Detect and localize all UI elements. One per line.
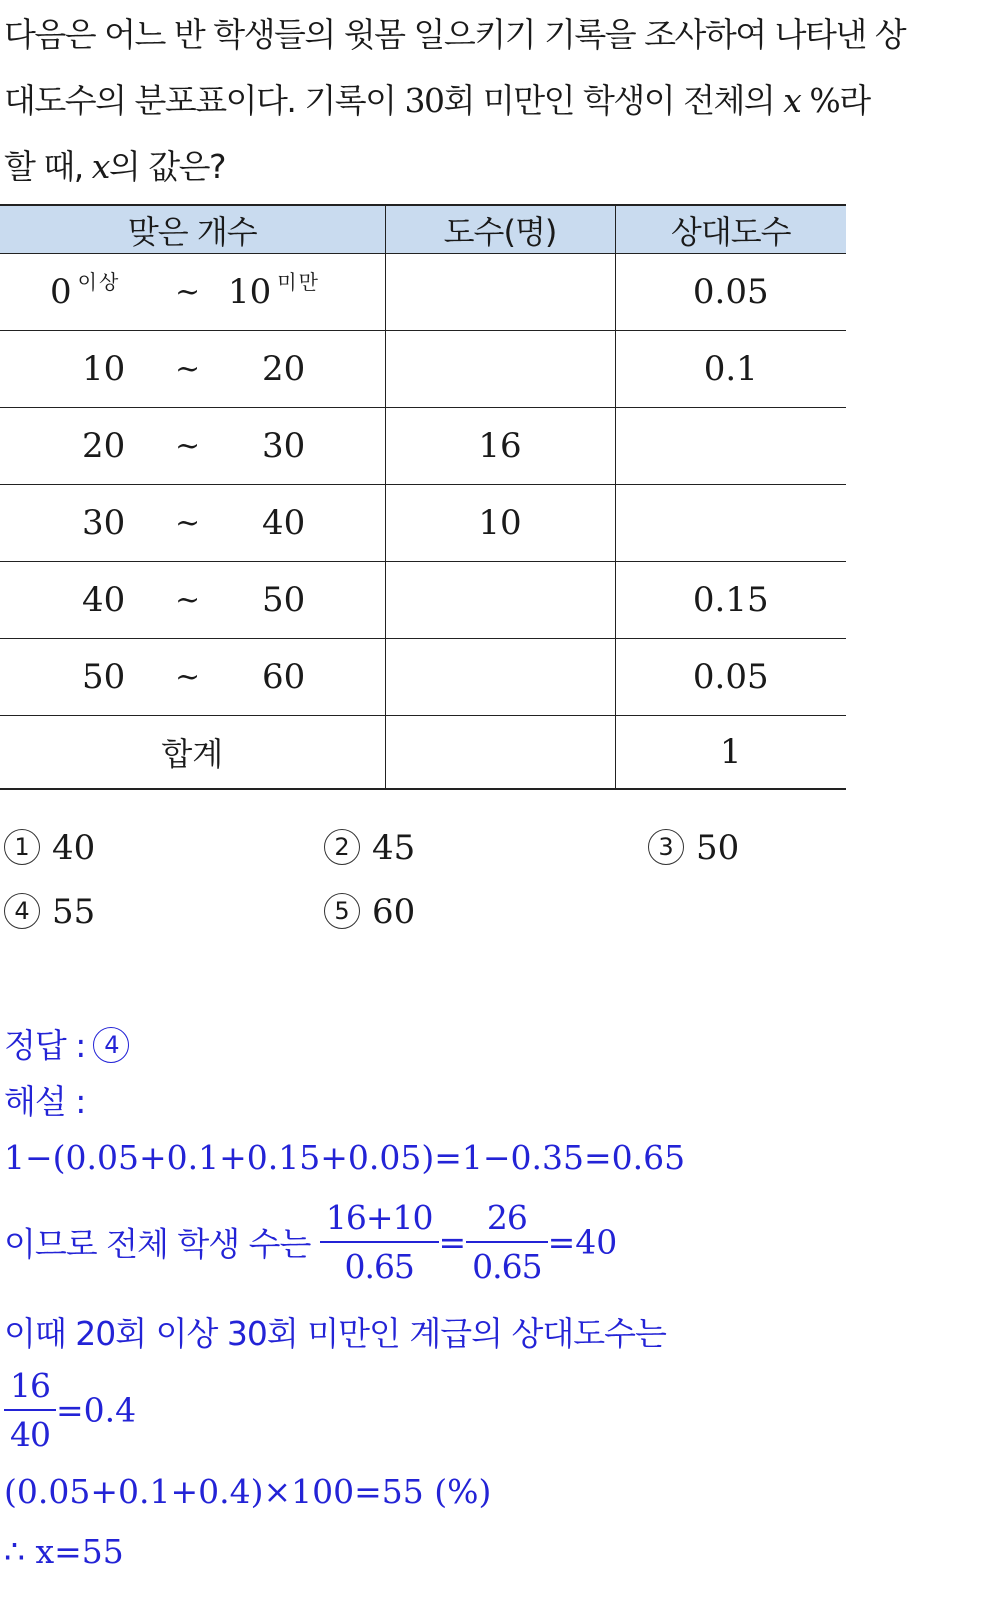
question-line-3-b: 의 값은?	[108, 147, 225, 186]
question-line-1: 다음은 어느 반 학생들의 윗몸 일으키기 기록을 조사하여 나타낸 상	[4, 15, 906, 54]
tilde: ~	[175, 274, 201, 310]
class-lower: 40	[82, 580, 126, 620]
class-interval	[0, 331, 385, 408]
fraction-3	[4, 1366, 56, 1454]
class-interval	[0, 485, 385, 562]
tilde: ~	[175, 505, 201, 541]
answer-line	[4, 1020, 129, 1067]
question-line-2-c: %라	[800, 81, 870, 120]
upper-sup-label: 미만	[277, 270, 320, 294]
class-lower: 50	[82, 657, 126, 697]
fraction-2	[466, 1198, 547, 1286]
solution-equation-1: 1−(0.05+0.1+0.15+0.05)=1−0.35=0.65	[4, 1138, 686, 1177]
choice-mark: 2	[324, 829, 360, 865]
table-row	[0, 331, 846, 408]
solution-line-3: 이때 20회 이상 30회 미만인 계급의 상대도수는	[4, 1314, 666, 1353]
solution-equation-5: (0.05+0.1+0.4)×100=55 (%)	[4, 1472, 492, 1511]
fraction-1	[320, 1198, 439, 1286]
table-header-row	[0, 205, 846, 254]
question-variable-x-2: x	[91, 147, 109, 186]
fraction-2-numerator: 26	[466, 1198, 547, 1243]
answer-label: 정답 :	[4, 1026, 86, 1065]
answer-mark: 4	[93, 1027, 129, 1063]
total-label: 합계	[0, 716, 385, 790]
choice-mark: 1	[4, 829, 40, 865]
relative-frequency-cell	[615, 485, 846, 562]
question-line-2-a: 대도수의 분포표이다. 기록이	[4, 81, 405, 120]
choice-value: 55	[52, 892, 96, 932]
class-lower	[50, 272, 120, 312]
choice-5[interactable]	[324, 892, 415, 932]
table-row	[0, 485, 846, 562]
class-lower: 20	[82, 426, 126, 466]
total-frequency-cell	[385, 716, 615, 790]
frequency-cell: 10	[385, 485, 615, 562]
class-upper-value: 10	[228, 272, 272, 312]
tilde: ~	[175, 659, 201, 695]
choice-mark: 4	[4, 893, 40, 929]
choice-mark: 3	[648, 829, 684, 865]
solution-line-4	[4, 1366, 136, 1454]
tilde: ~	[175, 582, 201, 618]
table-row	[0, 408, 846, 485]
choice-1[interactable]	[4, 828, 95, 868]
solution-conclusion: ∴ x=55	[4, 1532, 124, 1571]
fraction-1-denominator: 0.65	[344, 1247, 414, 1286]
class-upper: 30	[262, 426, 306, 466]
relative-frequency-table	[0, 204, 846, 790]
total-relative-frequency-cell: 1	[615, 716, 846, 790]
fraction-1-numerator: 16+10	[320, 1198, 439, 1243]
class-lower: 30	[82, 503, 126, 543]
table-total-row	[0, 716, 846, 790]
class-lower-value: 0	[50, 272, 72, 312]
relative-frequency-cell	[615, 408, 846, 485]
choice-4[interactable]	[4, 892, 95, 932]
question-line-3	[4, 134, 989, 200]
frequency-cell	[385, 254, 615, 331]
class-interval	[0, 254, 385, 331]
class-lower: 10	[82, 349, 126, 389]
choice-value: 45	[372, 828, 416, 868]
choice-value: 50	[696, 828, 740, 868]
relative-frequency-cell: 0.1	[615, 331, 846, 408]
question-line-3-a: 할 때,	[4, 147, 92, 186]
choice-3[interactable]	[648, 828, 739, 868]
explanation-label: 해설 :	[4, 1082, 86, 1121]
table-row	[0, 639, 846, 716]
solution-line-2-tail: =40	[547, 1222, 618, 1262]
class-upper	[228, 272, 320, 312]
question-text	[4, 0, 989, 200]
relative-frequency-cell: 0.05	[615, 254, 846, 331]
frequency-cell	[385, 639, 615, 716]
frequency-cell: 16	[385, 408, 615, 485]
equals-sign: =	[438, 1222, 467, 1262]
question-variable-x: x	[783, 81, 801, 120]
table-row	[0, 562, 846, 639]
choice-mark: 5	[324, 893, 360, 929]
frequency-cell	[385, 331, 615, 408]
question-line-2	[4, 68, 989, 134]
lower-sup-label: 이상	[77, 270, 121, 294]
question-number-30: 30	[404, 81, 444, 120]
header-class: 맞은 개수	[0, 205, 385, 254]
frequency-cell	[385, 562, 615, 639]
class-upper: 20	[262, 349, 306, 389]
fraction-3-numerator: 16	[4, 1366, 56, 1411]
class-upper: 60	[262, 657, 306, 697]
tilde: ~	[175, 351, 201, 387]
class-interval	[0, 639, 385, 716]
tilde: ~	[175, 428, 201, 464]
header-relative-frequency: 상대도수	[615, 205, 846, 254]
relative-frequency-cell: 0.05	[615, 639, 846, 716]
table-row	[0, 254, 846, 331]
solution-line-2-text: 이므로 전체 학생 수는	[4, 1224, 320, 1264]
class-interval	[0, 408, 385, 485]
class-upper: 50	[262, 580, 306, 620]
fraction-3-denominator: 40	[10, 1415, 50, 1454]
choice-value: 60	[372, 892, 416, 932]
solution-line-2	[4, 1198, 617, 1286]
question-line-2-b: 회 미만인 학생이 전체의	[443, 81, 784, 120]
class-upper: 40	[262, 503, 306, 543]
choice-value: 40	[52, 828, 96, 868]
header-frequency: 도수(명)	[385, 205, 615, 254]
relative-frequency-cell: 0.15	[615, 562, 846, 639]
class-interval	[0, 562, 385, 639]
fraction-2-denominator: 0.65	[472, 1247, 542, 1286]
choice-2[interactable]	[324, 828, 415, 868]
solution-line-4-tail: =0.4	[56, 1390, 137, 1430]
